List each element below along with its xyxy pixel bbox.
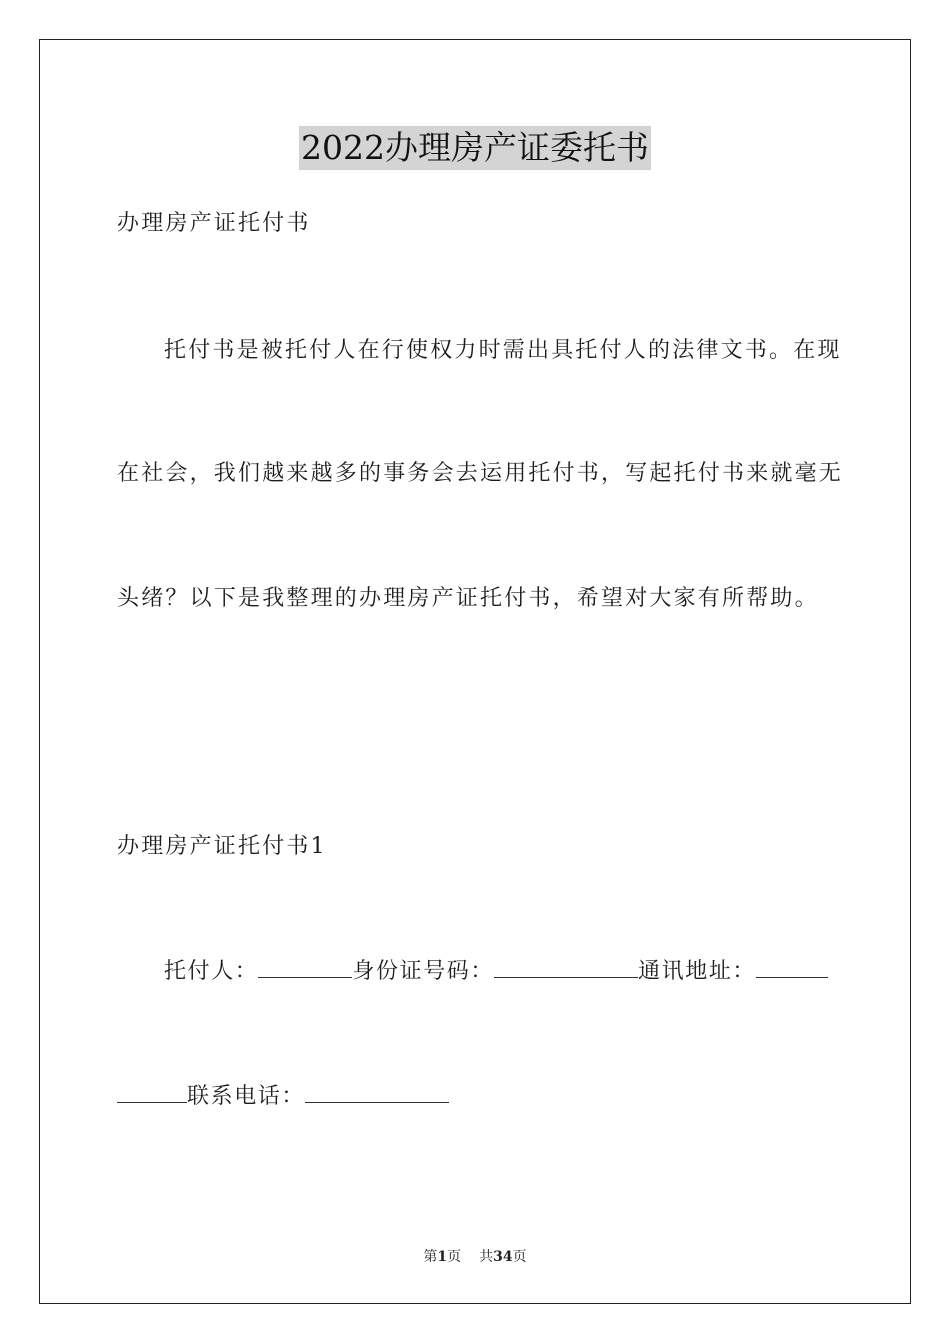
form-row-1 [164,957,828,987]
subtitle: 办理房产证托付书 [117,211,311,236]
phone-label: 联系电话： [187,1084,306,1109]
footer-page-suffix: 页 [447,1249,462,1265]
document-title: 2022办理房产证委托书 [299,126,651,170]
id-number-label: 身份证号码： [352,959,495,984]
paragraph-line-3: 头绪？以下是我整理的办理房产证托付书，希望对大家有所帮助。 [117,586,819,611]
address-label: 通讯地址： [638,959,757,984]
footer-total-pages: 34 [493,1249,513,1265]
paragraph-line-2: 在社会，我们越来越多的事务会去运用托付书，写起托付书来就毫无 [117,461,844,486]
page-footer [0,1246,950,1266]
entrustor-label: 托付人： [164,959,259,984]
address-blank-continued[interactable] [117,1082,187,1103]
phone-blank[interactable] [305,1082,449,1103]
footer-page-prefix: 第 [423,1249,438,1265]
section-heading: 办理房产证托付书1 [117,834,327,859]
footer-total-suffix: 页 [512,1249,527,1265]
form-row-2 [117,1082,449,1112]
footer-total-prefix: 共 [479,1249,494,1265]
entrustor-blank[interactable] [258,957,352,978]
footer-page-number: 1 [437,1249,448,1265]
id-number-blank[interactable] [494,957,638,978]
title-container [0,126,950,170]
paragraph-line-1: 托付书是被托付人在行使权力时需出具托付人的法律文书。在现 [164,338,842,363]
address-blank[interactable] [756,957,828,978]
